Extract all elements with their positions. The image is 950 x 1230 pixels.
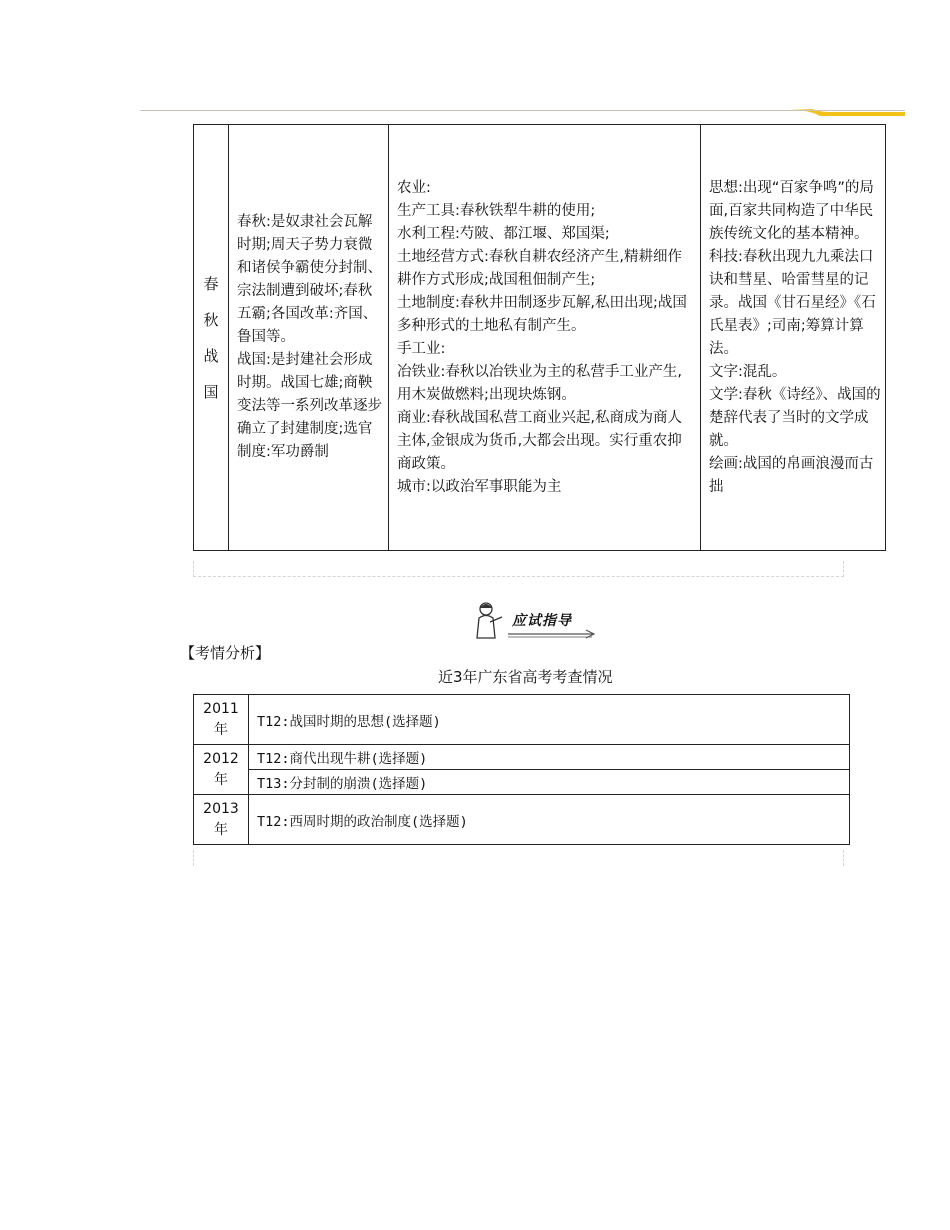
table-row bbox=[194, 745, 850, 770]
dashed-frame bbox=[193, 561, 844, 577]
table-row bbox=[194, 695, 850, 745]
year-text: 2011 年 bbox=[203, 700, 239, 738]
year-text: 2013 年 bbox=[203, 800, 239, 838]
table-row bbox=[194, 125, 886, 551]
era-char: 战 bbox=[203, 346, 219, 365]
exam-history-table bbox=[193, 694, 850, 845]
year-cell bbox=[194, 695, 249, 745]
header-rule bbox=[140, 110, 795, 111]
year-cell bbox=[194, 795, 249, 845]
era-char: 国 bbox=[203, 382, 219, 401]
economy-text: 农业: 生产工具:春秋铁犁牛耕的使用; 水利工程:芍陂、都江堰、郑国渠; 土地经营方式:春秋自耕农经济产生,精耕细作耕作方式形成;战国租佃制产生; 土地制度:春秋井田制逐步瓦解,私田出现;战国多种形式的土地私有制产生。 手工业: 冶铁业:春秋以冶铁业为主的私营手工业产生,用木炭做燃料;出现块炼钢。 商业:春秋战国私营工商业兴起,私商成为商人主体,金银成为货币,大都会出现。实行重农抑商政策。 城市:以政治军事职能为主 bbox=[397, 179, 687, 495]
era-char: 春 bbox=[203, 274, 219, 293]
guide-label: 应试指导 bbox=[512, 613, 572, 629]
period-summary-table bbox=[193, 124, 886, 551]
year-text: 2012 年 bbox=[203, 750, 239, 788]
era-char: 秋 bbox=[203, 310, 219, 329]
exam-table-title: 近3年广东省高考考查情况 bbox=[438, 668, 613, 686]
dashed-frame bbox=[193, 850, 844, 866]
economy-cell bbox=[389, 125, 701, 551]
culture-cell bbox=[701, 125, 886, 551]
politics-cell bbox=[229, 125, 389, 551]
table-row bbox=[194, 795, 850, 845]
question-cell: T12:战国时期的思想(选择题) bbox=[249, 695, 850, 745]
question-cell: T12:西周时期的政治制度(选择题) bbox=[249, 795, 850, 845]
culture-text: 思想:出现“百家争鸣”的局面,百家共同构造了中华民族传统文化的基本精神。 科技:春秋出现九九乘法口诀和彗星、哈雷彗星的记录。战国《甘石星经》《石氏星表》;司南;筹算计算法。 文字:混乱。 文学:春秋《诗经》、战国的楚辞代表了当时的文学成就。 绘画:战国的帛画浪漫而古拙 bbox=[709, 179, 881, 495]
era-cell bbox=[194, 125, 229, 551]
year-cell bbox=[194, 745, 249, 795]
question-cell: T12:商代出现牛耕(选择题) bbox=[249, 745, 850, 770]
table-row bbox=[194, 770, 850, 795]
question-cell: T13:分封制的崩溃(选择题) bbox=[249, 770, 850, 795]
header-accent-tab bbox=[790, 100, 905, 118]
section-heading: 【考情分析】 bbox=[180, 644, 271, 662]
politics-text: 春秋:是奴隶社会瓦解时期;周天子势力衰微和诸侯争霸使分封制、宗法制遭到破坏;春秋五霸;各国改革:齐国、鲁国等。 战国:是封建社会形成时期。战国七雄;商鞅变法等一系列改革逐步确立了封建制度;选官制度:军功爵制 bbox=[237, 214, 382, 460]
